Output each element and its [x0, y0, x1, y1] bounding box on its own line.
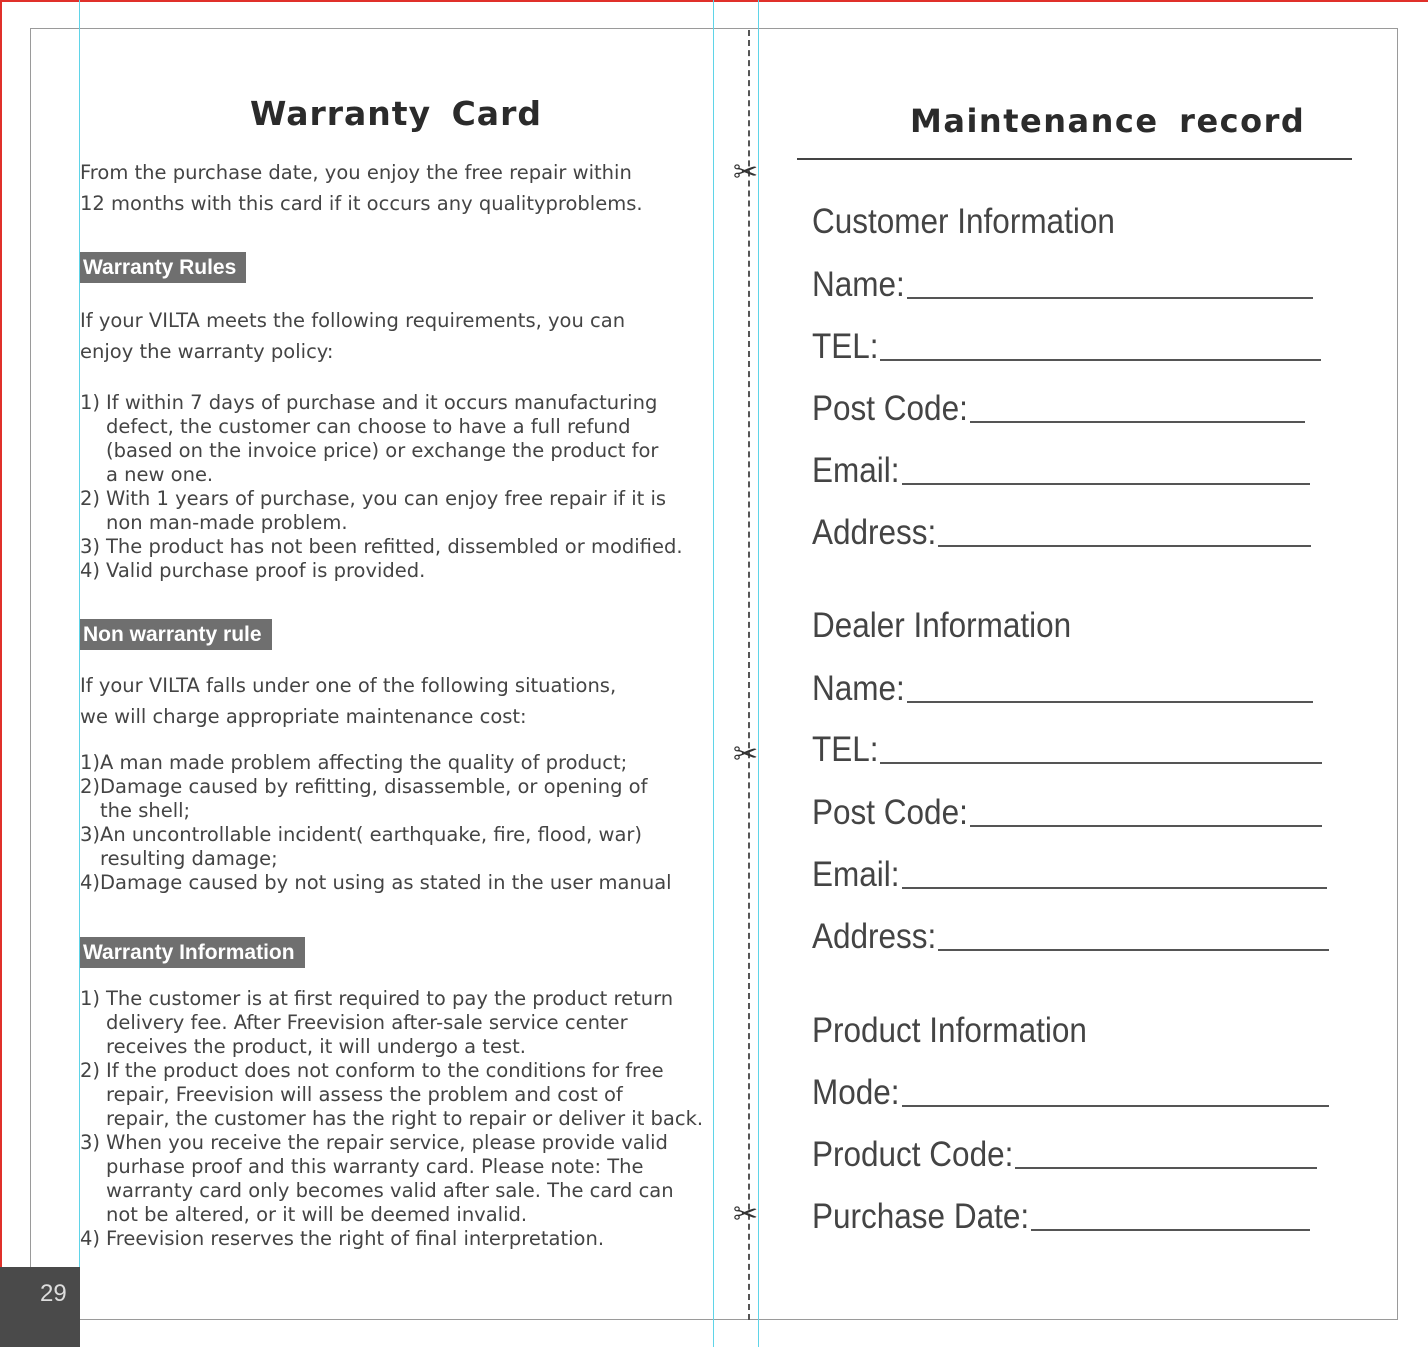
field-underline[interactable] — [880, 357, 1320, 361]
field-label: TEL: — [812, 327, 879, 366]
page-number: 29 — [40, 1280, 67, 1307]
non-warranty-list — [80, 751, 672, 895]
list-item-text: Freevision reserves the right of final interpretation. — [106, 1227, 605, 1250]
list-item-text: not be altered, or it will be deemed invalid. — [106, 1203, 528, 1226]
list-item — [80, 1131, 703, 1227]
list-item-number: 3) — [80, 535, 101, 558]
list-item-text: non man-made problem. — [106, 511, 348, 534]
form-field[interactable] — [812, 451, 1310, 491]
guide-line-center-right — [758, 0, 759, 1347]
product-information-heading: Product Information — [812, 1011, 1087, 1050]
list-item-number: 4) — [80, 1227, 101, 1250]
list-item-text: The customer is at first required to pay the product return — [106, 987, 674, 1010]
list-item-text: purhase proof and this warranty card. Please note: The — [106, 1155, 644, 1178]
field-underline[interactable] — [1015, 1165, 1317, 1169]
list-item-text: receives the product, it will undergo a test. — [106, 1035, 526, 1058]
list-item — [80, 1227, 703, 1251]
field-label: TEL: — [812, 730, 879, 769]
field-label: Email: — [812, 855, 900, 894]
list-item — [80, 775, 672, 823]
list-item-number: 2) — [80, 487, 101, 510]
list-item-text: An uncontrollable incident( earthquake, fire, flood, war) — [100, 823, 643, 846]
list-item-text: Damage caused by not using as stated in the user manual — [100, 871, 672, 894]
scissors-icon: ✂ — [733, 1197, 759, 1232]
cut-line — [748, 30, 750, 1320]
page-edge-left — [0, 0, 2, 1347]
list-item-text: repair, Freevision will assess the problem and cost of — [106, 1083, 623, 1106]
field-label: Address: — [812, 513, 937, 552]
form-field[interactable] — [812, 793, 1322, 833]
form-field[interactable] — [812, 513, 1311, 553]
list-item-text: The product has not been refitted, dissembled or modified. — [106, 535, 683, 558]
list-item-text: resulting damage; — [100, 847, 278, 870]
form-field[interactable] — [812, 1197, 1310, 1237]
warranty-information-list — [80, 987, 703, 1251]
guide-line-center-left — [713, 0, 714, 1347]
list-item-number: 4) — [80, 559, 101, 582]
list-item-number: 1) — [80, 751, 101, 774]
field-underline[interactable] — [880, 760, 1321, 764]
list-item-number: 1) — [80, 391, 101, 414]
warranty-information-heading: Warranty Information — [80, 937, 305, 968]
list-item-text: Valid purchase proof is provided. — [106, 559, 426, 582]
list-item-text: warranty card only becomes valid after sale. The card can — [106, 1179, 674, 1202]
list-item-text: defect, the customer can choose to have a full refund — [106, 415, 631, 438]
list-item-number: 4) — [80, 871, 101, 894]
list-item-text: If the product does not conform to the conditions for free — [106, 1059, 664, 1082]
field-underline[interactable] — [907, 295, 1313, 299]
field-underline[interactable] — [902, 1103, 1329, 1107]
form-field[interactable] — [812, 855, 1327, 895]
list-item-text: repair, the customer has the right to repair or deliver it back. — [106, 1107, 704, 1130]
list-item — [80, 391, 683, 487]
field-label: Post Code: — [812, 389, 968, 428]
list-item — [80, 487, 683, 535]
non-warranty-heading: Non warranty rule — [80, 619, 272, 650]
field-label: Name: — [812, 669, 905, 708]
field-underline[interactable] — [938, 543, 1311, 547]
maintenance-record-title: Maintenance record — [910, 102, 1306, 140]
field-label: Name: — [812, 265, 905, 304]
list-item — [80, 1059, 703, 1131]
page-edge-top — [0, 0, 1428, 2]
list-item-text: With 1 years of purchase, you can enjoy free repair if it is — [106, 487, 667, 510]
field-label: Purchase Date: — [812, 1197, 1030, 1236]
list-item-number: 3) — [80, 1131, 101, 1154]
form-field[interactable] — [812, 730, 1322, 770]
scissors-icon: ✂ — [733, 737, 759, 772]
scissors-icon: ✂ — [733, 155, 759, 190]
non-warranty-lead: If your VILTA falls under one of the following situations, we will charge appropriate maintenance cost: — [80, 674, 617, 728]
list-item-text: a new one. — [106, 463, 214, 486]
form-field[interactable] — [812, 389, 1305, 429]
field-label: Mode: — [812, 1073, 900, 1112]
form-field[interactable] — [812, 265, 1313, 305]
warranty-rules-heading: Warranty Rules — [80, 252, 246, 283]
field-underline[interactable] — [907, 699, 1313, 703]
field-label: Product Code: — [812, 1135, 1014, 1174]
list-item-text: delivery fee. After Freevision after-sale service center — [106, 1011, 628, 1034]
form-field[interactable] — [812, 917, 1329, 957]
form-field[interactable] — [812, 327, 1321, 367]
list-item — [80, 535, 683, 559]
field-label: Post Code: — [812, 793, 968, 832]
list-item-text: (based on the invoice price) or exchange the product for — [106, 439, 659, 462]
list-item — [80, 871, 672, 895]
field-underline[interactable] — [902, 885, 1327, 889]
intro-text: From the purchase date, you enjoy the free repair within 12 months with this card if it occurs any qualityproblems. — [80, 161, 643, 215]
form-field[interactable] — [812, 669, 1313, 709]
list-item-text: the shell; — [100, 799, 191, 822]
field-underline[interactable] — [902, 481, 1310, 485]
list-item-text: Damage caused by refitting, disassemble, or opening of — [100, 775, 648, 798]
field-label: Address: — [812, 917, 937, 956]
list-item-number: 2) — [80, 1059, 101, 1082]
field-underline[interactable] — [938, 947, 1329, 951]
form-field[interactable] — [812, 1073, 1329, 1113]
customer-information-heading: Customer Information — [812, 202, 1115, 241]
list-item-number: 2) — [80, 775, 101, 798]
list-item — [80, 823, 672, 871]
list-item-text: If within 7 days of purchase and it occurs manufacturing — [106, 391, 658, 414]
warranty-card-title: Warranty Card — [250, 94, 542, 133]
list-item — [80, 751, 672, 775]
dealer-information-heading: Dealer Information — [812, 606, 1072, 645]
list-item-text: A man made problem affecting the quality of product; — [100, 751, 628, 774]
warranty-rules-lead: If your VILTA meets the following requirements, you can enjoy the warranty policy: — [80, 309, 626, 363]
list-item — [80, 559, 683, 583]
title-divider — [797, 158, 1352, 160]
list-item-number: 1) — [80, 987, 101, 1010]
list-item-number: 3) — [80, 823, 101, 846]
field-underline[interactable] — [1031, 1227, 1310, 1231]
field-underline[interactable] — [970, 823, 1322, 827]
list-item-text: When you receive the repair service, please provide valid — [106, 1131, 668, 1154]
list-item — [80, 987, 703, 1059]
field-label: Email: — [812, 451, 900, 490]
form-field[interactable] — [812, 1135, 1317, 1175]
field-underline[interactable] — [970, 419, 1305, 423]
warranty-rules-list — [80, 391, 683, 583]
